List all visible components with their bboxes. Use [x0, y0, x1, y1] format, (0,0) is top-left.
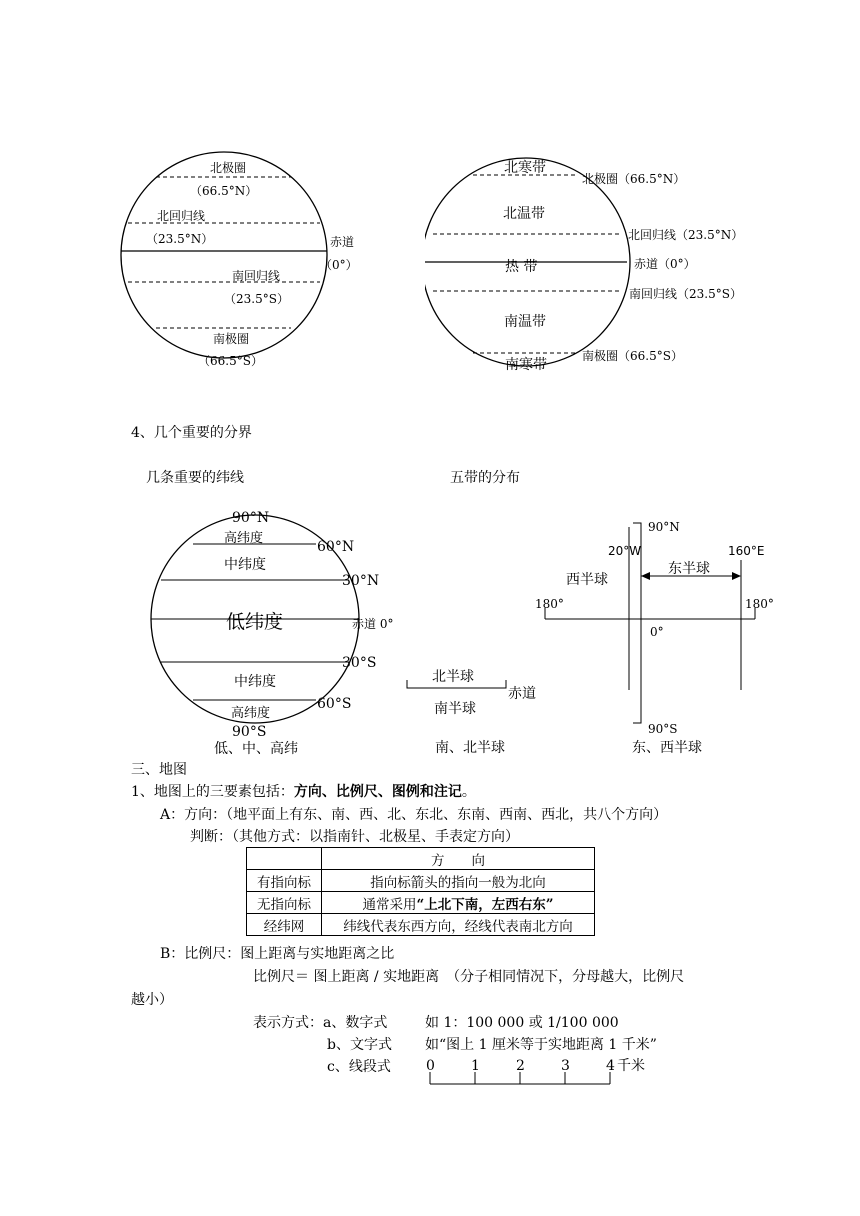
n30-label: 30°N — [342, 573, 380, 589]
s60-label: 60°S — [317, 696, 352, 712]
table-row-value: 纬线代表东西方向，经线代表南北方向 — [322, 914, 595, 936]
scale-formula-continued: 越小） — [131, 992, 173, 1008]
scale-tick-label: 1 — [471, 1058, 480, 1074]
caption-north-south: 南、北半球 — [435, 740, 505, 756]
antarctic-circle-label: 南极圈（66.5°S） — [582, 349, 683, 363]
north-frigid-zone: 北寒带 — [504, 160, 546, 176]
latitude-zones-diagram — [140, 505, 400, 760]
arrow-right-head — [732, 572, 741, 580]
scale-tick-label: 3 — [561, 1058, 570, 1074]
e160-label: 160°E — [728, 544, 765, 558]
northern-hemisphere: 北半球 — [432, 669, 474, 685]
w20-label: 20°W — [608, 544, 642, 558]
direction-line: A：方向：（地平面上有东、南、西、北、东北、东南、西南、西北，共八个方向） — [160, 807, 668, 823]
s90-label: 90°S — [648, 722, 678, 736]
southern-hemisphere: 南半球 — [434, 701, 476, 717]
arrow-left-head — [641, 572, 650, 580]
western-hemisphere: 西半球 — [566, 572, 608, 588]
mid-latitude-top: 中纬度 — [224, 557, 266, 573]
mid-latitude-bottom: 中纬度 — [234, 674, 276, 690]
equator-degree: （0°） — [320, 258, 358, 272]
caption-latitude-lines: 几条重要的纬线 — [146, 470, 244, 486]
scale-tick-label: 4 — [606, 1058, 615, 1074]
numeric-example: 如 1：100 000 或 1/100 000 — [425, 1015, 619, 1031]
table-row-label: 有指向标 — [247, 870, 322, 892]
section-4-heading: 4、几个重要的分界 — [131, 425, 252, 441]
equator-label: 赤道（0°） — [634, 257, 696, 271]
antarctic-circle-degree: （66.5°S） — [198, 354, 263, 368]
item-1-suffix: 。 — [461, 784, 476, 800]
south-temperate-zone: 南温带 — [504, 314, 546, 330]
latitude-lines-diagram — [120, 150, 370, 375]
table-row-label: 经纬网 — [247, 914, 322, 936]
s90-label: 90°S — [232, 724, 267, 740]
table-header-cell: 方 向 — [322, 848, 595, 870]
tropic-capricorn-label: 南回归线 — [232, 269, 281, 283]
tropic-cancer-degree: （23.5°N） — [146, 232, 214, 246]
east-west-hemispheres-diagram — [530, 515, 780, 760]
table-row-value: 通常采用“上北下南，左西右东” — [322, 892, 595, 914]
table-row-label: 无指向标 — [247, 892, 322, 914]
arctic-circle-degree: （66.5°N） — [190, 184, 258, 198]
n90-label: 90°N — [648, 520, 680, 534]
tropic-cancer-label: 北回归线（23.5°N） — [628, 228, 744, 242]
scale-unit: 千米 — [617, 1058, 645, 1074]
tropic-capricorn-degree: （23.5°S） — [224, 292, 289, 306]
antarctic-circle-label: 南极圈 — [213, 332, 250, 346]
bar-form-label: c、线段式 — [327, 1059, 391, 1075]
linear-scale-bar — [420, 1055, 660, 1095]
judge-line: 判断：（其他方式：以指南针、北极星、手表定方向） — [190, 829, 519, 845]
text-form-example: 如“图上 1 厘米等于实地距离 1 千米” — [425, 1037, 657, 1053]
left-180-label: 180° — [535, 597, 564, 611]
s30-label: 30°S — [342, 655, 377, 671]
n90-label: 90°N — [232, 510, 270, 526]
item-1-prefix: 1、地图上的三要素包括： — [131, 784, 294, 800]
item-1-bold: 方向、比例尺、图例和注记 — [293, 784, 462, 800]
arctic-circle-label: 北极圈 — [210, 161, 247, 175]
text-form-label: b、文字式 — [327, 1037, 392, 1053]
scale-line: B：比例尺：图上距离与实地距离之比 — [160, 946, 395, 962]
table-header-row — [247, 848, 595, 870]
scale-tick-label: 2 — [516, 1058, 525, 1074]
equator-label: 赤道 0° — [352, 617, 394, 631]
high-latitude-bottom: 高纬度 — [231, 706, 271, 721]
table-row — [247, 914, 595, 936]
tropic-cancer-label: 北回归线 — [157, 209, 206, 223]
table-row-value: 指向标箭头的指向一般为北向 — [322, 870, 595, 892]
globe-outline — [121, 152, 327, 358]
expression-label: 表示方式：a、数字式 — [253, 1015, 388, 1031]
table-row — [247, 892, 595, 914]
south-frigid-zone: 南寒带 — [505, 357, 547, 373]
equator-label: 赤道 — [508, 686, 536, 702]
caption-low-mid-high: 低、中、高纬 — [214, 741, 298, 757]
equator-label: 赤道 — [330, 235, 355, 249]
five-zones-diagram — [425, 150, 755, 380]
n60-label: 60°N — [317, 539, 355, 555]
right-180-label: 180° — [745, 597, 774, 611]
high-latitude-top: 高纬度 — [224, 531, 264, 546]
item-1-line — [131, 784, 476, 800]
north-temperate-zone: 北温带 — [503, 206, 545, 222]
scale-formula: 比例尺＝ 图上距离 / 实地距离 （分子相同情况下，分母越大，比例尺 — [253, 969, 685, 985]
direction-table — [246, 847, 595, 936]
torrid-zone: 热 带 — [505, 259, 538, 275]
arctic-circle-label: 北极圈（66.5°N） — [582, 172, 686, 186]
table-header-cell — [247, 848, 322, 870]
caption-east-west: 东、西半球 — [632, 740, 702, 756]
scale-tick-label: 0 — [426, 1058, 435, 1074]
section-3-heading: 三、地图 — [131, 762, 187, 778]
tropic-capricorn-label: 南回归线（23.5°S） — [629, 287, 742, 301]
eastern-hemisphere: 东半球 — [668, 561, 710, 577]
low-latitude: 低纬度 — [226, 611, 284, 633]
table-row — [247, 870, 595, 892]
caption-five-zones: 五带的分布 — [450, 470, 520, 486]
zero-label: 0° — [650, 625, 664, 639]
